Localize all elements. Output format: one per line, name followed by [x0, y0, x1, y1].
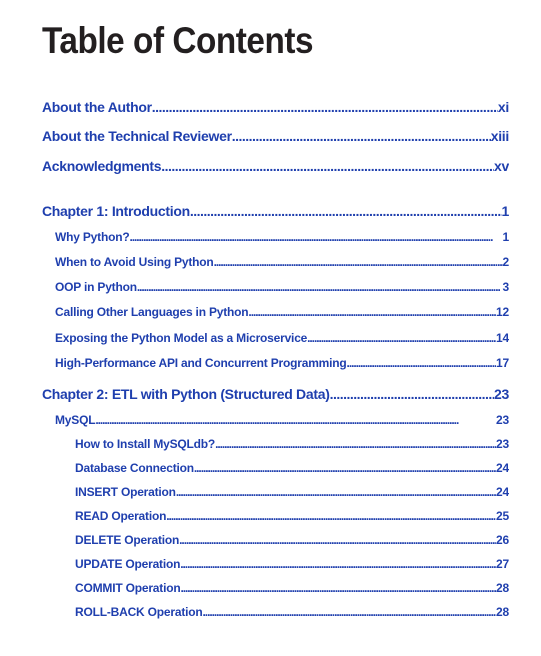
toc-entry-database-connection[interactable]: [75, 458, 509, 478]
dot-leader: [180, 578, 496, 598]
dot-leader: [176, 482, 496, 502]
toc-entry-insert-operation[interactable]: [75, 482, 509, 502]
toc-page-number: 12: [496, 305, 509, 319]
toc-page-number: 23: [494, 386, 509, 402]
toc-entry-high-performance-api[interactable]: [55, 353, 509, 373]
toc-entry-title: How to Install MySQLdb?: [75, 437, 216, 451]
dot-leader: [95, 410, 496, 430]
dot-leader: [194, 458, 496, 478]
toc-entry-title: INSERT Operation: [75, 485, 176, 499]
toc-entry-title: Chapter 2: ETL with Python (Structured Data): [42, 386, 330, 402]
toc-entry-title: Acknowledgments: [42, 158, 162, 174]
toc-page-number: 28: [496, 605, 509, 619]
toc-entry-update-operation[interactable]: [75, 554, 509, 574]
toc-entry-title: OOP in Python: [55, 280, 137, 294]
toc-entry-title: About the Author: [42, 99, 152, 115]
toc-entry-title: MySQL: [55, 413, 96, 427]
dot-leader: [179, 530, 496, 550]
dot-leader: [161, 156, 494, 176]
dot-leader: [248, 302, 496, 322]
toc-page-number: 1: [501, 203, 509, 219]
page-title: Table of Contents: [42, 20, 314, 61]
toc-page-number: 27: [496, 557, 509, 571]
dot-leader: [203, 602, 497, 622]
toc-entry-delete-operation[interactable]: [75, 530, 509, 550]
toc-page-number: xiii: [490, 128, 509, 144]
toc-entry-when-to-avoid-using-python[interactable]: [55, 252, 509, 272]
toc-entry-read-operation[interactable]: [75, 506, 509, 526]
toc-entry-exposing-python-model[interactable]: [55, 328, 509, 348]
toc-entry-title: DELETE Operation: [75, 533, 180, 547]
toc-entry-title: High-Performance API and Concurrent Programming: [55, 356, 347, 370]
dot-leader: [137, 277, 503, 297]
toc-page-number: 24: [496, 485, 509, 499]
dot-leader: [180, 554, 496, 574]
toc-entry-about-the-technical-reviewer[interactable]: [42, 126, 509, 146]
toc-entry-commit-operation[interactable]: [75, 578, 509, 598]
toc-page-number: 24: [496, 461, 509, 475]
toc-entry-title: Database Connection: [75, 461, 194, 475]
toc-entry-chapter-1[interactable]: [42, 201, 509, 221]
toc-page-number: 2: [502, 255, 509, 269]
toc-page-number: xv: [494, 158, 509, 174]
toc-entry-mysql[interactable]: [55, 410, 509, 430]
toc-page-number: 23: [496, 413, 509, 427]
dot-leader: [232, 126, 491, 146]
dot-leader: [152, 97, 498, 117]
toc-page-number: xi: [497, 99, 509, 115]
toc-page-number: 14: [496, 331, 509, 345]
toc-page-number: 1: [502, 230, 509, 244]
toc-entry-title: UPDATE Operation: [75, 557, 181, 571]
dot-leader: [190, 201, 502, 221]
dot-leader: [129, 227, 502, 247]
toc-entry-calling-other-languages[interactable]: [55, 302, 509, 322]
dot-leader: [215, 434, 496, 454]
toc-entry-title: Calling Other Languages in Python: [55, 305, 249, 319]
toc-page-number: 28: [496, 581, 509, 595]
toc-entry-oop-in-python[interactable]: [55, 277, 509, 297]
dot-leader: [330, 384, 494, 404]
toc-page-number: 25: [496, 509, 509, 523]
toc-entry-title: When to Avoid Using Python: [55, 255, 214, 269]
toc-page-number: 3: [502, 280, 509, 294]
dot-leader: [214, 252, 503, 272]
toc-entry-chapter-2[interactable]: [42, 384, 509, 404]
toc-entry-title: READ Operation: [75, 509, 167, 523]
toc-page-number: 26: [496, 533, 509, 547]
toc-entry-title: Chapter 1: Introduction: [42, 203, 190, 219]
toc-entry-about-the-author[interactable]: [42, 97, 509, 117]
toc-page-number: 23: [496, 437, 509, 451]
toc-entry-acknowledgments[interactable]: [42, 156, 509, 176]
toc-entry-title: About the Technical Reviewer: [42, 128, 232, 144]
dot-leader: [166, 506, 496, 526]
toc-entry-title: Why Python?: [55, 230, 130, 244]
toc-entry-title: ROLL-BACK Operation: [75, 605, 203, 619]
toc-entry-title: Exposing the Python Model as a Microservice: [55, 331, 308, 345]
toc-page-number: 17: [496, 356, 509, 370]
toc-entry-roll-back-operation[interactable]: [75, 602, 509, 622]
dot-leader: [307, 328, 496, 348]
toc-entry-why-python[interactable]: [55, 227, 509, 247]
toc-entry-title: COMMIT Operation: [75, 581, 181, 595]
dot-leader: [347, 353, 497, 373]
toc-entry-install-mysqldb[interactable]: [75, 434, 509, 454]
